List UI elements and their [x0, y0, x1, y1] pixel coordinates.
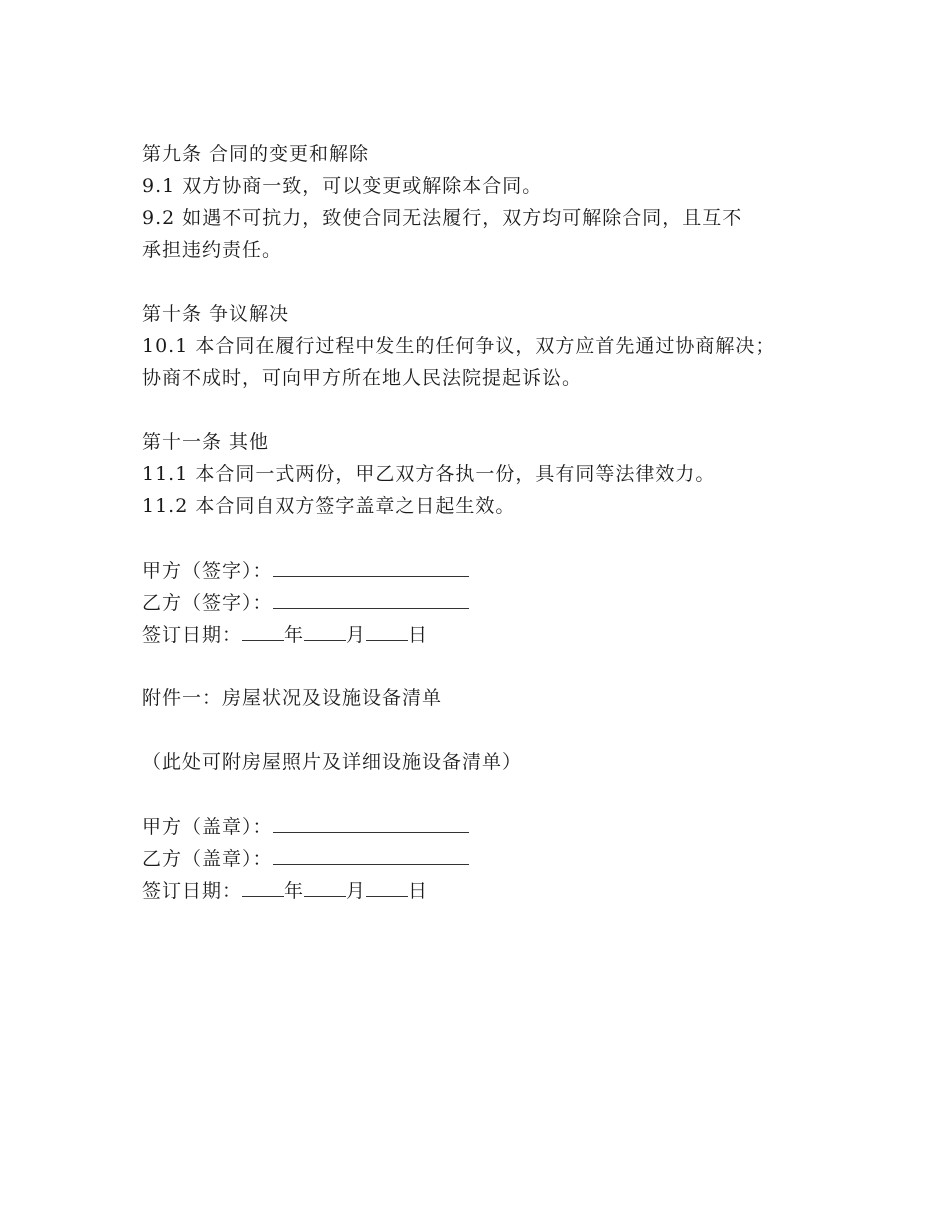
party-b-sign-label: 乙方（签字）： [142, 592, 273, 614]
day-label: 日 [408, 624, 429, 646]
year-label-2: 年 [284, 880, 305, 902]
attachment-title-block [142, 682, 842, 714]
attachment-note-block [142, 746, 842, 778]
attachment-title: 附件一：房屋状况及设施设备清单 [142, 687, 443, 709]
seal-date-line [142, 874, 842, 906]
month-label: 月 [346, 624, 367, 646]
clause-10-1-line-2: 协商不成时，可向甲方所在地人民法院提起诉讼。 [142, 367, 583, 389]
contract-page [142, 138, 842, 938]
attachment-note: （此处可附房屋照片及详细设施设备清单） [142, 751, 523, 773]
party-a-seal-label: 甲方（盖章）： [142, 816, 273, 838]
party-b-sign-blank [273, 586, 469, 609]
day-blank [366, 618, 408, 641]
day-blank-2 [366, 874, 408, 897]
party-b-sign-line [142, 586, 842, 618]
clause-11-2: 11.2 本合同自双方签字盖章之日起生效。 [142, 495, 516, 517]
clause-10-1-line-1: 10.1 本合同在履行过程中发生的任何争议，双方应首先通过协商解决； [142, 335, 776, 357]
party-b-seal-blank [273, 842, 469, 865]
party-a-sign-label: 甲方（签字）： [142, 560, 273, 582]
seal-date-label: 签订日期： [142, 880, 243, 902]
party-a-seal-line [142, 810, 842, 842]
year-blank-2 [242, 874, 284, 897]
clause-9-1: 9.1 双方协商一致，可以变更或解除本合同。 [142, 175, 543, 197]
signature-block-1 [142, 554, 842, 650]
month-label-2: 月 [346, 880, 367, 902]
article-11-heading: 第十一条 其他 [142, 431, 270, 453]
party-a-sign-line [142, 554, 842, 586]
party-a-seal-blank [273, 810, 469, 833]
article-11 [142, 426, 842, 522]
party-b-seal-label: 乙方（盖章）： [142, 848, 273, 870]
clause-11-1: 11.1 本合同一式两份，甲乙双方各执一份，具有同等法律效力。 [142, 463, 716, 485]
article-10 [142, 298, 842, 394]
article-10-heading: 第十条 争议解决 [142, 303, 290, 325]
month-blank-2 [304, 874, 346, 897]
sign-date-line [142, 618, 842, 650]
year-blank [242, 618, 284, 641]
clause-9-2-line-1: 9.2 如遇不可抗力，致使合同无法履行，双方均可解除合同，且互不 [142, 207, 743, 229]
article-9 [142, 138, 842, 266]
signature-block-2 [142, 810, 842, 906]
year-label: 年 [284, 624, 305, 646]
party-a-sign-blank [273, 554, 469, 577]
article-9-heading: 第九条 合同的变更和解除 [142, 143, 370, 165]
party-b-seal-line [142, 842, 842, 874]
month-blank [304, 618, 346, 641]
day-label-2: 日 [408, 880, 429, 902]
clause-9-2-line-2: 承担违约责任。 [142, 239, 283, 261]
sign-date-label: 签订日期： [142, 624, 243, 646]
